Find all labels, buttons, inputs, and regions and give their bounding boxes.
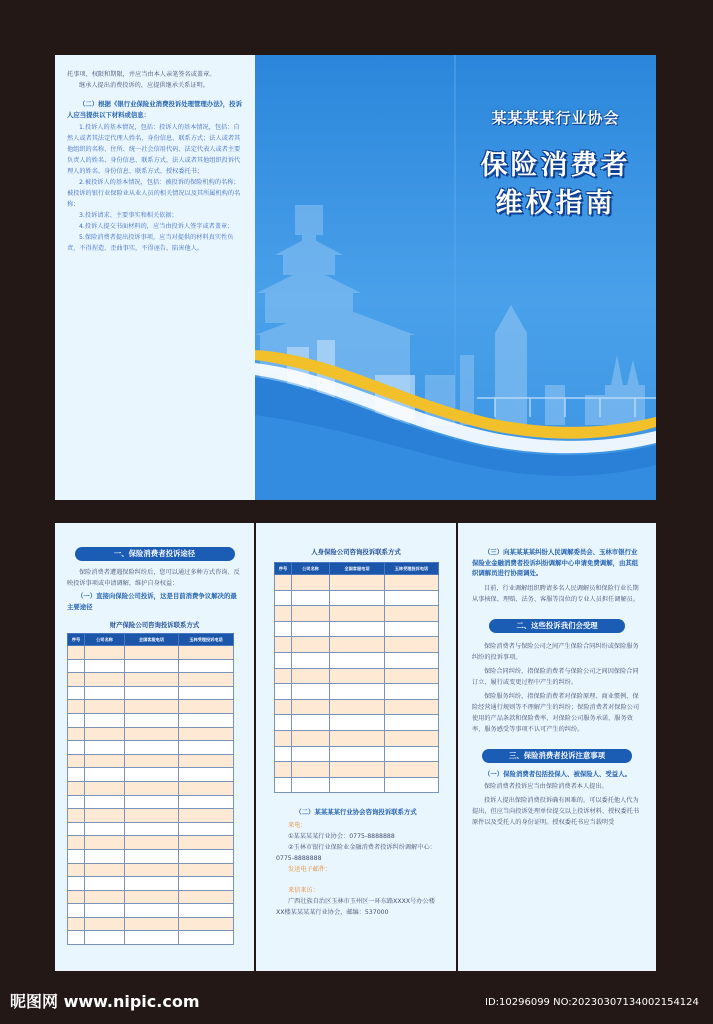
table-cell xyxy=(385,668,439,684)
life-insurance-table xyxy=(274,562,439,793)
table-cell xyxy=(330,715,385,731)
table-cell xyxy=(292,684,330,700)
table-cell xyxy=(68,768,85,782)
table-cell xyxy=(85,849,125,863)
table-cell xyxy=(275,730,292,746)
table-cell xyxy=(385,777,439,793)
table-cell xyxy=(179,781,234,795)
cover-title-line1: 保险消费者 xyxy=(480,150,631,181)
list-item: 3.投诉请求、主要事实和相关依据； xyxy=(79,212,178,219)
table-cell xyxy=(179,849,234,863)
table-row xyxy=(275,621,439,637)
table-cell xyxy=(292,575,330,591)
subheading: （二）根据《银行业保险业消费投诉处理管理办法》，投诉人应当提供以下材料或信息： xyxy=(67,100,242,119)
table-cell xyxy=(179,754,234,768)
paragraph: 保险消费者与保险公司之间产生保险合同纠纷或保险服务纠纷的投诉事项。 xyxy=(472,642,639,661)
table-cell xyxy=(125,904,179,918)
table-cell xyxy=(275,621,292,637)
table-title: 财产保险公司咨询投诉联系方式 xyxy=(109,621,200,629)
paragraph: 保险合同纠纷，指保险消费者与保险公司之间因保险合同订立、履行或变更过程中产生的纠纷。 xyxy=(472,667,639,686)
table-cell xyxy=(385,652,439,668)
paragraph: 保险消费者遭遇保险纠纷后，您可以通过多种方式咨询、反映投诉事项或申请调解，维护自身权益： xyxy=(67,569,240,587)
table-cell xyxy=(385,715,439,731)
table-cell xyxy=(292,590,330,606)
table-row xyxy=(275,730,439,746)
table-cell xyxy=(385,730,439,746)
table-row xyxy=(68,659,234,673)
table-row xyxy=(275,684,439,700)
table-cell xyxy=(179,836,234,850)
table-cell xyxy=(179,795,234,809)
table-cell xyxy=(85,931,125,945)
table-row xyxy=(68,686,234,700)
table-header: 序号 xyxy=(275,563,292,575)
table-cell xyxy=(292,730,330,746)
table-cell xyxy=(125,700,179,714)
list-item: 1.投诉人的基本情况，包括：投诉人的基本情况，包括：自然人或者其法定代理人姓名、身份信息、联系方式；法人或者其他组织的名称、住所、统一社会信用代码、法定代表人或者主要负责人的姓名、身份信息、联系方式，法人或者其他组织投诉代理人的姓名、身份信息、联系方式、授权委托书； xyxy=(67,124,241,175)
paragraph: 继承人提出消费投诉的，应提供继承关系证明。 xyxy=(79,82,209,89)
table-row xyxy=(275,637,439,653)
table-cell xyxy=(292,606,330,622)
table-cell xyxy=(85,754,125,768)
table-cell xyxy=(385,762,439,778)
cover-panel xyxy=(255,55,656,500)
table-cell xyxy=(330,590,385,606)
table-cell xyxy=(125,673,179,687)
table-cell xyxy=(125,713,179,727)
table-cell xyxy=(330,652,385,668)
table-cell xyxy=(275,746,292,762)
table-cell xyxy=(85,781,125,795)
table-cell xyxy=(125,849,179,863)
table-cell xyxy=(85,646,125,660)
table-cell xyxy=(179,686,234,700)
table-cell xyxy=(68,917,85,931)
table-cell xyxy=(125,741,179,755)
table-cell xyxy=(125,754,179,768)
table-cell xyxy=(85,673,125,687)
table-row xyxy=(275,715,439,731)
table-cell xyxy=(125,686,179,700)
table-cell xyxy=(179,877,234,891)
table-cell xyxy=(68,822,85,836)
table-cell xyxy=(85,877,125,891)
table-cell xyxy=(275,699,292,715)
table-cell xyxy=(330,730,385,746)
table-cell xyxy=(330,606,385,622)
table-row xyxy=(68,741,234,755)
table-cell xyxy=(385,621,439,637)
table-cell xyxy=(85,700,125,714)
label-phone: 来电： xyxy=(288,821,307,829)
table-row xyxy=(275,575,439,591)
subheading: （一）保险消费者包括投保人、被保险人、受益人。 xyxy=(484,769,631,778)
table-cell xyxy=(68,904,85,918)
table-row xyxy=(68,822,234,836)
table-cell xyxy=(275,606,292,622)
table-cell xyxy=(292,652,330,668)
inner-panel-1 xyxy=(55,523,254,971)
table-cell xyxy=(330,684,385,700)
table-cell xyxy=(179,890,234,904)
table-row xyxy=(275,590,439,606)
table-cell xyxy=(68,713,85,727)
subheading: （三）向某某某某纠纷人民调解委员会、玉林市银行业保险业金融消费者投诉纠纷调解中心申请免费调解，由其组织调解员进行协商调处。 xyxy=(472,548,639,577)
table-cell xyxy=(385,684,439,700)
table-cell xyxy=(179,904,234,918)
table-cell xyxy=(275,590,292,606)
table-cell xyxy=(385,637,439,653)
back-panel-text xyxy=(55,55,255,500)
table-cell xyxy=(85,768,125,782)
table-cell xyxy=(385,590,439,606)
table-row xyxy=(275,606,439,622)
table-cell xyxy=(68,673,85,687)
table-header: 序号 xyxy=(68,634,85,646)
table-cell xyxy=(330,762,385,778)
table-cell xyxy=(179,659,234,673)
table-cell xyxy=(125,931,179,945)
phone-line: ①某某某某行业协会：0775-8888888 xyxy=(288,832,395,840)
paragraph: 保险消费者投诉应当由保险消费者本人提出。 xyxy=(484,783,608,790)
table-cell xyxy=(125,646,179,660)
table-cell xyxy=(275,668,292,684)
table-cell xyxy=(125,781,179,795)
table-cell xyxy=(292,699,330,715)
table-cell xyxy=(275,715,292,731)
table-cell xyxy=(68,646,85,660)
cover-organization: 某某某某行业协会 xyxy=(491,109,620,127)
watermark-id: ID:10296099 NO:20230307134002154124 xyxy=(485,997,699,1008)
table-cell xyxy=(330,668,385,684)
table-cell xyxy=(179,700,234,714)
table-row xyxy=(68,917,234,931)
table-cell xyxy=(275,762,292,778)
table-cell xyxy=(179,673,234,687)
table-row xyxy=(68,931,234,945)
paragraph: 托事项、权限和期限，并应当由本人亲笔签名或盖章。 xyxy=(67,71,216,78)
inner-panel-2 xyxy=(256,523,456,971)
table-row xyxy=(68,700,234,714)
table-cell xyxy=(179,713,234,727)
list-item: 5.保险消费者提出投诉事项，应当对提供的材料真实性负责，不得捏造、歪曲事实，不得诬告、陷害他人。 xyxy=(67,234,234,252)
table-cell xyxy=(125,836,179,850)
table-row xyxy=(275,746,439,762)
table-cell xyxy=(85,727,125,741)
table-cell xyxy=(85,822,125,836)
table-cell xyxy=(85,890,125,904)
table-cell xyxy=(85,904,125,918)
table-cell xyxy=(179,809,234,823)
phone-line: ②玉林市银行业保险业金融消费者投诉纠纷调解中心：0775-8888888 xyxy=(276,843,436,862)
cover-title-line2: 维权指南 xyxy=(495,188,616,219)
table-row xyxy=(275,668,439,684)
table-cell xyxy=(85,795,125,809)
table-cell xyxy=(179,822,234,836)
table-cell xyxy=(125,809,179,823)
table-cell xyxy=(385,575,439,591)
paragraph: 投诉人提出保险消费投诉确有困难的，可以委托他人代为提出，但应当向投诉处理单位提交以上投诉材料、授权委托书原件以及受托人的身份证明。授权委托书应当载明受 xyxy=(472,797,640,826)
table-cell xyxy=(68,890,85,904)
table-cell xyxy=(85,713,125,727)
table-title: 人身保险公司咨询投诉联系方式 xyxy=(311,548,401,556)
table-cell xyxy=(85,863,125,877)
table-cell xyxy=(330,637,385,653)
table-cell xyxy=(85,659,125,673)
table-cell xyxy=(292,715,330,731)
table-row xyxy=(275,762,439,778)
table-cell xyxy=(68,836,85,850)
table-header: 玉林受理投诉电话 xyxy=(179,634,234,646)
table-cell xyxy=(68,931,85,945)
list-item: 2.被投诉人的基本情况，包括：被投诉的保险机构的名称；被投诉的银行业保险业从业人员的相关情况以及其所属机构的名称； xyxy=(67,179,241,208)
label-email: 发送电子邮件： xyxy=(288,865,332,873)
property-insurance-table xyxy=(67,633,234,945)
table-cell xyxy=(85,809,125,823)
table-cell xyxy=(68,727,85,741)
table-cell xyxy=(330,575,385,591)
table-row xyxy=(68,727,234,741)
paragraph: 目前，行业调解组织聘请多名人民调解员和保险行业长期从事核保、理赔、法务、客服等岗位的专业人员担任调解员。 xyxy=(472,584,640,603)
table-cell xyxy=(275,637,292,653)
table-row xyxy=(68,863,234,877)
table-cell xyxy=(68,686,85,700)
table-cell xyxy=(275,652,292,668)
table-row xyxy=(68,713,234,727)
table-cell xyxy=(125,877,179,891)
table-cell xyxy=(330,621,385,637)
table-cell xyxy=(68,863,85,877)
table-cell xyxy=(125,727,179,741)
table-header: 公司名称 xyxy=(85,634,125,646)
table-cell xyxy=(68,659,85,673)
table-cell xyxy=(68,741,85,755)
table-cell xyxy=(179,917,234,931)
table-cell xyxy=(292,668,330,684)
table-cell xyxy=(275,684,292,700)
table-cell xyxy=(179,863,234,877)
table-row xyxy=(275,652,439,668)
table-cell xyxy=(179,646,234,660)
table-cell xyxy=(385,606,439,622)
section-heading: 一、保险消费者投诉途径 xyxy=(75,547,235,561)
table-cell xyxy=(275,575,292,591)
table-row xyxy=(68,646,234,660)
table-row xyxy=(68,768,234,782)
section-heading: 二、这些投诉我们会受理 xyxy=(489,619,625,633)
table-row xyxy=(68,904,234,918)
table-cell xyxy=(68,849,85,863)
table-cell xyxy=(275,777,292,793)
inner-panel-3 xyxy=(458,523,656,971)
table-cell xyxy=(68,781,85,795)
table-row xyxy=(68,836,234,850)
table-header: 全国客服电话 xyxy=(330,563,385,575)
table-row xyxy=(68,890,234,904)
table-cell xyxy=(125,917,179,931)
table-cell xyxy=(125,863,179,877)
table-cell xyxy=(330,746,385,762)
table-cell xyxy=(85,686,125,700)
paragraph: 保险服务纠纷，指保险消费者对保险原理、商业惯例、保险经营通行规则等不理解产生的纠纷；保险消费者对保险公司使用的产品条款和保险费率，对保险公司服务承诺、服务效率、服务感受等事项不认可产生的纠纷。 xyxy=(472,692,640,733)
table-cell xyxy=(385,699,439,715)
table-cell xyxy=(125,768,179,782)
table-cell xyxy=(330,777,385,793)
table-cell xyxy=(292,637,330,653)
list-item: 4.投诉人提交书面材料的，应当由投诉人签字或者盖章； xyxy=(79,223,234,230)
table-cell xyxy=(179,727,234,741)
table-cell xyxy=(292,746,330,762)
table-row xyxy=(68,781,234,795)
table-cell xyxy=(385,746,439,762)
table-header: 公司名称 xyxy=(292,563,330,575)
watermark-site: 昵图网 www.nipic.com xyxy=(10,992,200,1011)
table-cell xyxy=(85,741,125,755)
table-cell xyxy=(68,700,85,714)
table-cell xyxy=(68,877,85,891)
table-row xyxy=(68,809,234,823)
table-row xyxy=(275,777,439,793)
table-row xyxy=(68,754,234,768)
table-cell xyxy=(292,777,330,793)
table-cell xyxy=(85,917,125,931)
table-cell xyxy=(179,741,234,755)
section-heading: 三、保险消费者投诉注意事项 xyxy=(482,749,632,763)
table-cell xyxy=(68,754,85,768)
table-cell xyxy=(125,822,179,836)
table-row xyxy=(68,795,234,809)
table-header: 玉林受理投诉电话 xyxy=(385,563,439,575)
subheading: （一）直接向保险公司投诉，这是目前消费争议解决的最主要途径 xyxy=(67,592,237,611)
table-row xyxy=(68,849,234,863)
label-mail: 来信来访： xyxy=(288,886,319,894)
table-header: 全国客服电话 xyxy=(125,634,179,646)
subheading: （二）某某某某行业协会咨询投诉联系方式 xyxy=(295,808,417,817)
table-row xyxy=(275,699,439,715)
table-cell xyxy=(179,931,234,945)
table-cell xyxy=(292,762,330,778)
table-cell xyxy=(125,659,179,673)
table-cell xyxy=(68,809,85,823)
table-cell xyxy=(68,795,85,809)
table-cell xyxy=(179,768,234,782)
table-cell xyxy=(125,890,179,904)
table-row xyxy=(68,877,234,891)
table-cell xyxy=(292,621,330,637)
table-row xyxy=(68,673,234,687)
address: 广西壮族自治区玉林市玉州区一环东路XXXX号办公楼XX楼某某某某行业协会，邮编：537000 xyxy=(276,897,435,916)
table-cell xyxy=(330,699,385,715)
table-cell xyxy=(85,836,125,850)
table-cell xyxy=(125,795,179,809)
